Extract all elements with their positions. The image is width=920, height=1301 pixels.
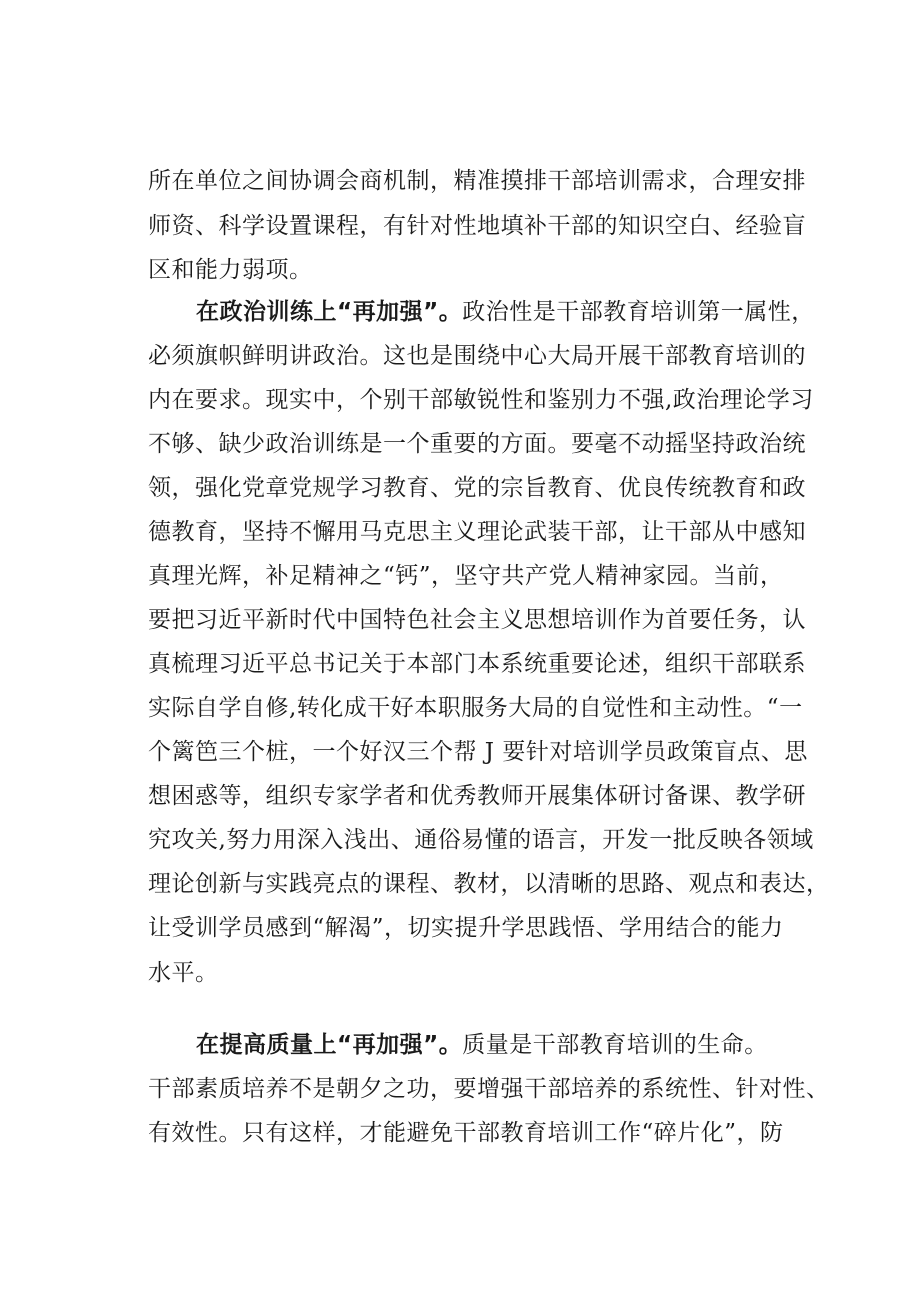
body-text-line: 干部素质培养不是朝夕之功，要增强干部培养的系统性、针对性、 <box>148 1076 830 1102</box>
body-text-line: 真理光辉，补足精神之“钙”，坚守共产党人精神家园。当前， <box>148 563 784 589</box>
body-text-line: 师资、科学设置课程，有针对性地填补干部的知识空白、经验盲 <box>148 213 806 239</box>
body-text-line: 让受训学员感到“解渴”，切实提升学思践悟、学用结合的能力 <box>148 915 784 941</box>
body-text-line: 要把习近平新时代中国特色社会主义思想培训作为首要任务，认 <box>148 607 806 633</box>
body-text-line: 想困惑等，组织专家学者和优秀教师开展集体研讨备课、教学研 <box>148 783 806 809</box>
body-text-line: 不够、缺少政治训练是一个重要的方面。要毫不动摇坚持政治统 <box>148 431 806 457</box>
body-text-line: 实际自学自修,转化成干好本职服务大局的自觉性和主动性。“一 <box>148 695 803 721</box>
body-text-line: 真梳理习近平总书记关于本部门本系统重要论述，组织干部联系 <box>148 651 806 677</box>
paragraph-first-line <box>196 297 815 327</box>
paragraph-first-line <box>196 1030 768 1060</box>
body-text-line: 内在要求。现实中，个别干部敏锐性和鉴别力不强,政治理论学习 <box>148 387 814 413</box>
body-text-line: 究攻关,努力用深入浅出、通俗易懂的语言，开发一批反映各领域 <box>148 827 814 853</box>
body-text: 质量是干部教育培训的生命。 <box>462 1032 768 1058</box>
body-text-line: 必须旗帜鲜明讲政治。这也是围绕中心大局开展干部教育培训的 <box>148 343 806 369</box>
body-text-line: 有效性。只有这样，才能避免干部教育培训工作“碎片化”，防 <box>148 1120 784 1146</box>
body-text-line: 所在单位之间协调会商机制，精准摸排干部培训需求，合理安排 <box>148 168 806 194</box>
body-text-line: 水平。 <box>148 960 219 986</box>
body-text: 政治性是干部教育培训第一属性， <box>462 299 815 325</box>
body-text-line: 德教育，坚持不懈用马克思主义理论武装干部，让干部从中感知 <box>148 519 806 545</box>
body-text-line: 领，强化党章党规学习教育、党的宗旨教育、优良传统教育和政 <box>148 475 806 501</box>
body-text-line: 个篱笆三个桩，一个好汉三个帮 J 要针对培训学员政策盲点、思 <box>148 739 808 765</box>
section-heading-political: 在政治训练上“再加强”。 <box>196 299 463 325</box>
body-text-line: 区和能力弱项。 <box>148 257 313 283</box>
section-heading-quality: 在提高质量上“再加强”。 <box>196 1032 463 1058</box>
body-text-line: 理论创新与实践亮点的课程、教材，以清晰的思路、观点和表达， <box>148 871 830 897</box>
